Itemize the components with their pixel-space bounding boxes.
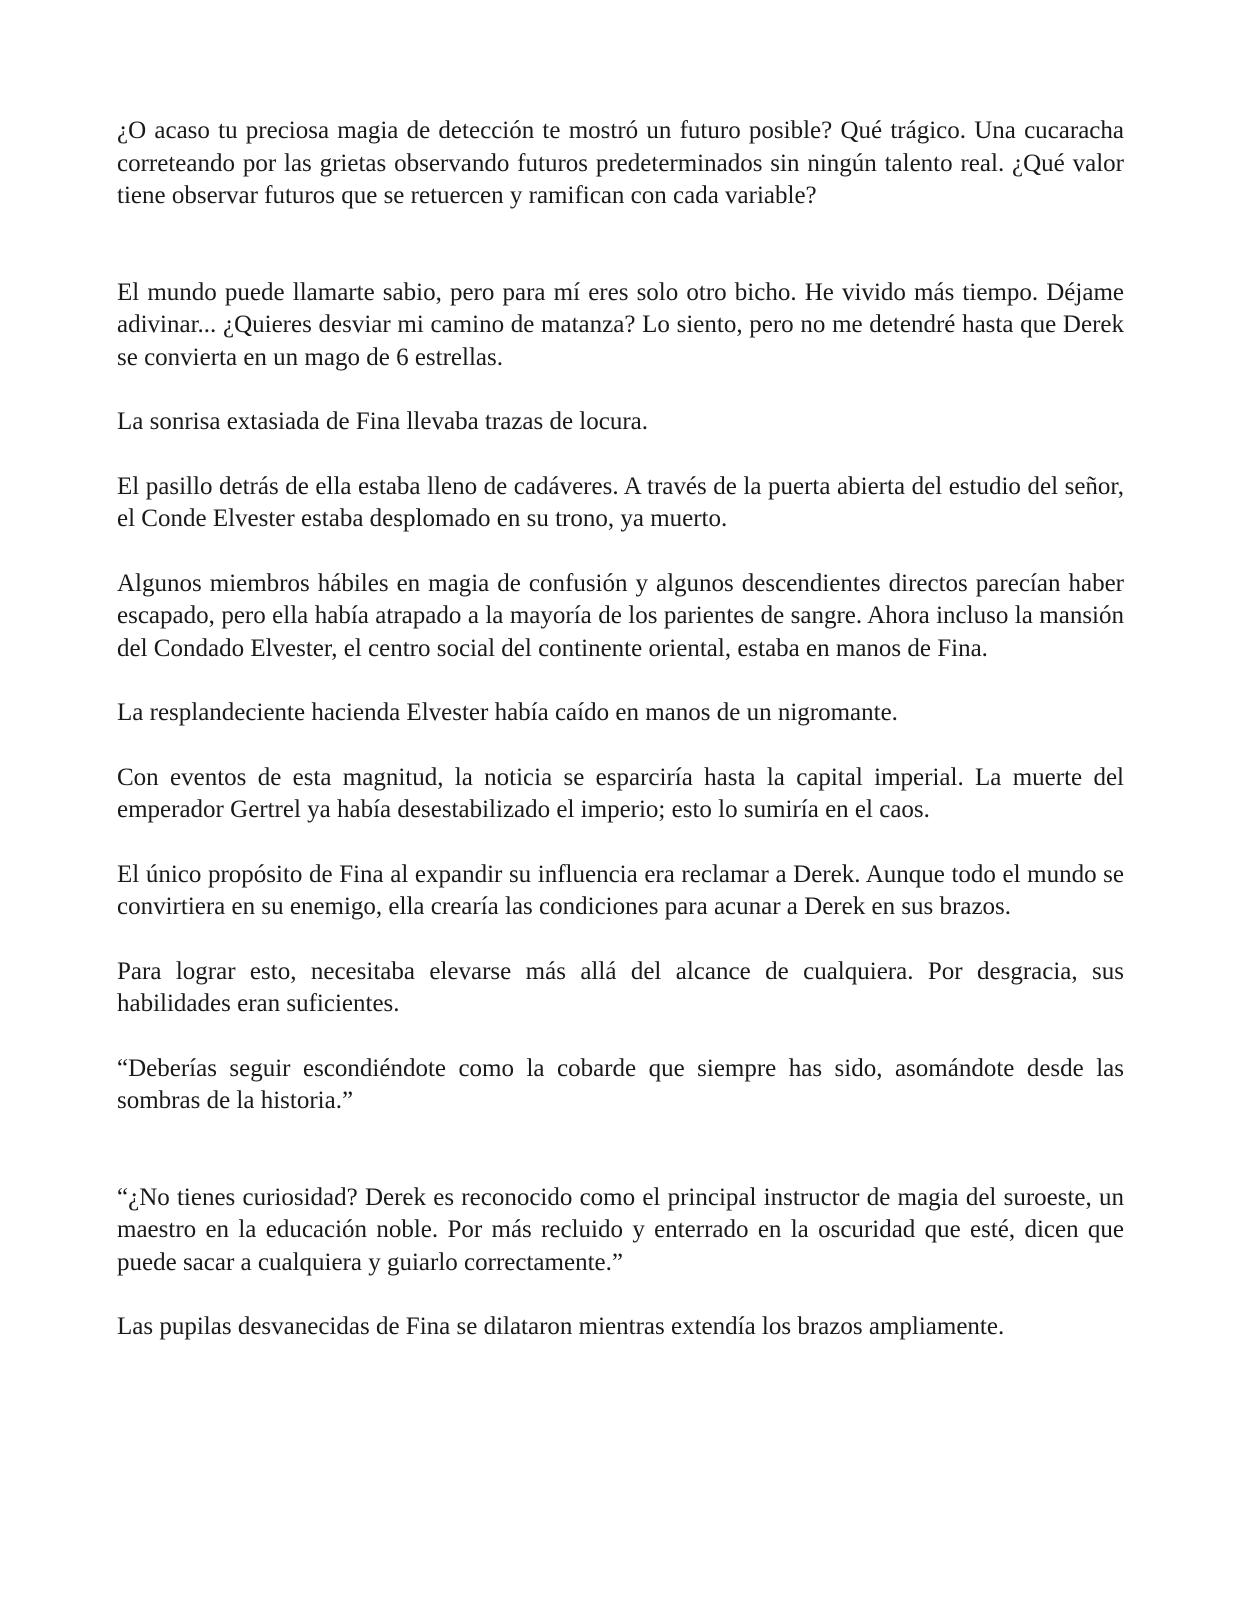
paragraph-5: Algunos miembros hábiles en magia de confusión y algunos descendientes directos parecían haber escapado, pero ella había atrapado a la mayoría de los parientes de sangre. Ahora incluso la mansión del Condado Elvester, el centro social del continente oriental, estaba en manos de Fina. xyxy=(117,569,1124,662)
paragraph-11: “¿No tienes curiosidad? Derek es reconocido como el principal instructor de magia del suroeste, un maestro en la educación noble. Por más recluido y enterrado en la oscuridad que esté, dicen que puede sacar a cualquiera y guiarlo correctamente.” xyxy=(117,1183,1124,1276)
paragraph-2: El mundo puede llamarte sabio, pero para mí eres solo otro bicho. He vivido más tiempo. Déjame adivinar... ¿Quieres desviar mi camino de matanza? Lo siento, pero no me detendré hasta que Derek se convierta en un mago de 6 estrellas. xyxy=(117,278,1124,371)
paragraph-6: La resplandeciente hacienda Elvester había caído en manos de un nigromante. xyxy=(117,699,898,726)
paragraph-1: ¿O acaso tu preciosa magia de detección te mostró un futuro posible? Qué trágico. Una cucaracha correteando por las grietas observando futuros predeterminados sin ningún talento real. ¿Qué valor tiene observar futuros que se retuercen y ramifican con cada variable? xyxy=(117,117,1124,209)
paragraph-7: Con eventos de esta magnitud, la noticia se esparciría hasta la capital imperial. La muerte del emperador Gertrel ya había desestabilizado el imperio; esto lo sumiría en el caos. xyxy=(117,763,1124,823)
paragraph-9: Para lograr esto, necesitaba elevarse más allá del alcance de cualquiera. Por desgracia, sus habilidades eran suficientes. xyxy=(117,957,1124,1017)
paragraph-3: La sonrisa extasiada de Fina llevaba trazas de locura. xyxy=(117,408,649,435)
paragraph-4: El pasillo detrás de ella estaba lleno de cadáveres. A través de la puerta abierta del estudio del señor, el Conde Elvester estaba desplomado en su trono, ya muerto. xyxy=(117,472,1124,532)
paragraph-8: El único propósito de Fina al expandir su influencia era reclamar a Derek. Aunque todo el mundo se convirtiera en su enemigo, ella crearía las condiciones para acunar a Derek en sus brazos. xyxy=(117,860,1124,920)
paragraph-10: “Deberías seguir escondiéndote como la cobarde que siempre has sido, asomándote desde las sombras de la historia.” xyxy=(117,1054,1124,1114)
document-page xyxy=(117,115,1124,1376)
paragraph-12: Las pupilas desvanecidas de Fina se dilataron mientras extendía los brazos ampliamente. xyxy=(117,1313,1005,1340)
